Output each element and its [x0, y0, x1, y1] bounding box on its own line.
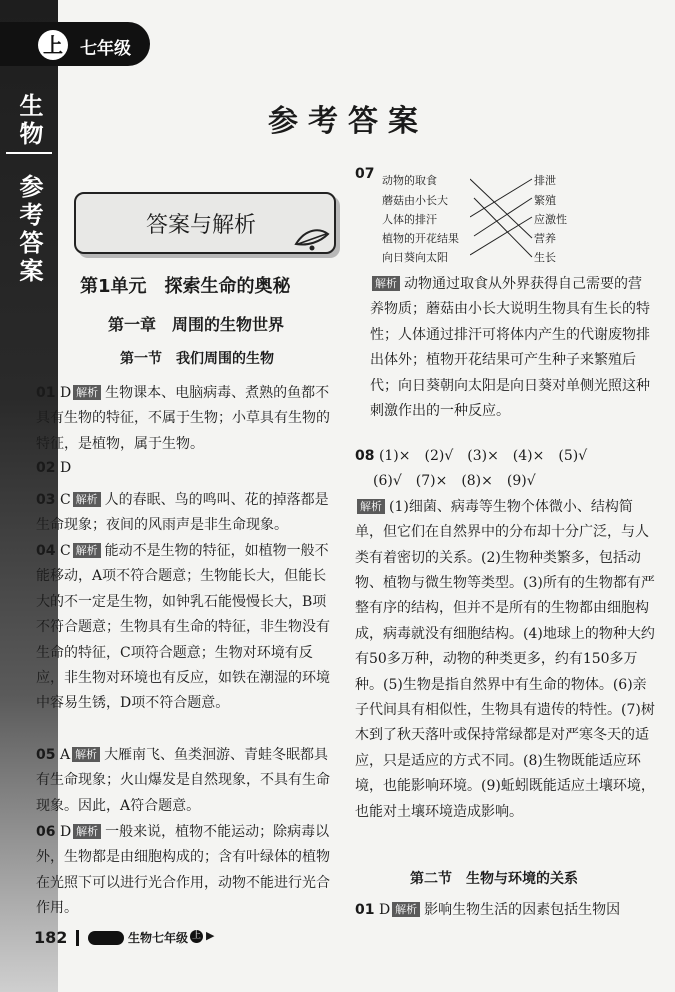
question-07-num: 07 — [355, 166, 375, 182]
side-subject: 生物 — [15, 93, 43, 149]
analysis-tag: 解析 — [73, 543, 101, 558]
answer-item-07-analysis: 解析 动物通过取食从外界获得自己需要的营养物质；蘑菇由小长大说明生物具有生长的特性；人体通过排汗可将体内产生的代谢废物排出体外；植物开花结果可产生种子来繁殖后代；向日葵朝向太阳是向日葵对单侧光照这种刺激作出的一种反应。 — [370, 276, 650, 420]
section-title: 第一节 我们周围的生物 — [120, 351, 274, 367]
analysis-tag: 解析 — [73, 824, 101, 839]
section-header-text: 答案与解析 — [146, 213, 257, 238]
matching-lines — [470, 172, 534, 262]
match-left-5: 向日葵向太阳 — [382, 251, 448, 264]
footer-arrow-icon: ▶ — [206, 929, 215, 942]
unit-title: 第1单元 探索生命的奥秘 — [80, 276, 291, 297]
analysis-tag: 解析 — [72, 747, 100, 762]
footer-grade-badge: 上 — [191, 931, 201, 941]
match-right-5: 生长 — [534, 251, 556, 264]
analysis-tag: 解析 — [392, 902, 420, 917]
match-left-1: 动物的取食 — [382, 174, 437, 187]
page-title: 参考答案 — [268, 104, 428, 139]
answer-item-01: 01 D 解析 生物课本、电脑病毒、煮熟的鱼都不具有生物的特征，不属于生物；小草具有生物的特征，是植物，属于生物。 — [36, 385, 330, 452]
match-left-2: 蘑菇由小长大 — [382, 194, 448, 207]
match-right-3: 应激性 — [534, 213, 567, 226]
answer-item-02: 02 D — [36, 460, 72, 476]
match-right-1: 排泄 — [534, 174, 556, 187]
leaf-icon — [292, 222, 332, 252]
answer-item-01b: 01 D 解析 影响生物生活的因素包括生物因 — [355, 902, 621, 918]
answer-item-05: 05 A 解析 大雁南飞、鱼类洄游、青蛙冬眠都具有生命现象；火山爆发是自然现象，不具有生命现象。因此，A符合题意。 — [36, 747, 330, 814]
answer-item-08: 08 (1)× (2)√ (3)× (4)× (5)√ (6)√ (7)× (8)× (9)√ 解析 (1)细菌、病毒等生物个体微小、结构简单，但它们在自然界中的分布却十分广泛，与人类有着密切的关系。(2)生物种类繁多，包括动物、植物与微生物等类型。(3)所有的生物都有严整有序的结构，但并不是所有的生物都由细胞构成，病毒就没有细胞结构。(4)地球上的物种大约有50多万种，动物的种类更多，约有150多万种。(5)生物是指自然界中有生命的物体。(6)亲子代间具有相似性，生物具有遗传的特性。(7)树木到了秋天落叶或保持常绿都是对严寒冬天的适应，只是适应的方式不同。(8)生物既能适应环境，也能影响环境。(9)蚯蚓既能适应土壤环境，也能对土壤环境造成影响。 — [355, 448, 655, 820]
answer-item-04: 04 C 解析 能动不是生物的特征，如植物一般不能移动，A项不符合题意；生物能长大，但能长大的不一定是生物，如钟乳石能慢慢长大，B项不符合题意；生物具有生命的特征，非生物没有生命的特征，C项符合题意；生物对环境有反应，非生物对环境也有反应，如铁在潮湿的环境中容易生锈，D项不符合题意。 — [36, 543, 330, 712]
analysis-tag: 解析 — [73, 492, 101, 507]
match-left-4: 植物的开花结果 — [382, 232, 459, 245]
match-right-2: 繁殖 — [534, 194, 556, 207]
answer-item-06: 06 D 解析 一般来说，植物不能运动；除病毒以外，生物都是由细胞构成的；含有叶绿体的植物在光照下可以进行光合作用，动物不能进行光合作用。 — [36, 824, 330, 917]
footer-logo — [88, 931, 124, 945]
chapter-title: 第一章 周围的生物世界 — [108, 315, 285, 334]
analysis-tag: 解析 — [73, 385, 101, 400]
match-right-4: 营养 — [534, 232, 556, 245]
section-title-2: 第二节 生物与环境的关系 — [410, 871, 578, 887]
grade-badge: 上 — [38, 30, 68, 60]
analysis-tag: 解析 — [372, 276, 400, 291]
match-left-3: 人体的排汗 — [382, 213, 437, 226]
grade-text: 七年级 — [80, 39, 131, 59]
analysis-tag: 解析 — [357, 499, 385, 514]
footer-label: 生物七年级 — [128, 931, 189, 945]
footer-divider — [76, 930, 79, 946]
side-title: 参考答案 — [15, 174, 43, 286]
answer-item-03: 03 C 解析 人的春眠、鸟的鸣叫、花的掉落都是生命现象；夜间的风雨声是非生命现象。 — [36, 492, 329, 534]
side-divider — [6, 152, 52, 154]
page-number: 182 — [34, 928, 68, 947]
